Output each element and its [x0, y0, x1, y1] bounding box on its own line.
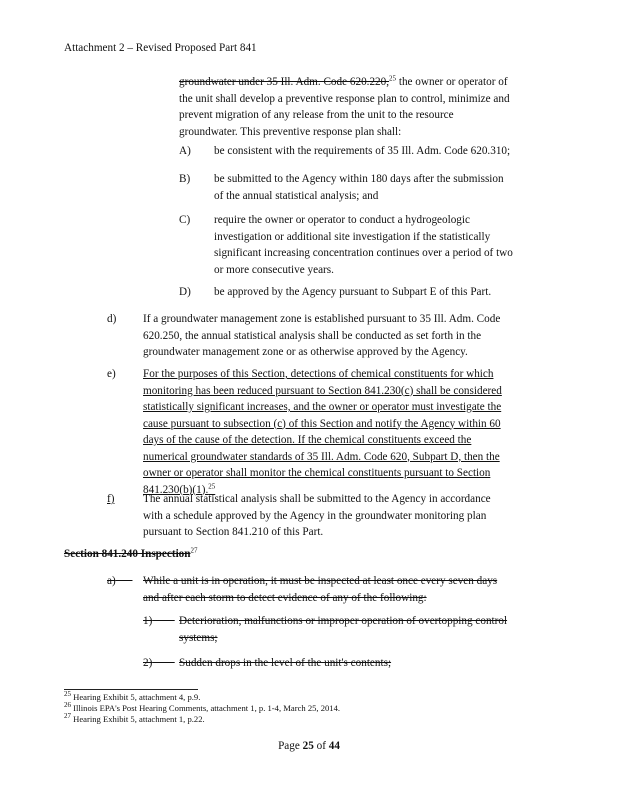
footnote-ref: 25 [208, 481, 216, 490]
footnote-ref: 25 [389, 74, 397, 83]
intro-paragraph [179, 74, 559, 140]
footnote-text: Illinois EPA's Post Hearing Comments, attachment 1, p. 1-4, March 25, 2014. [73, 702, 341, 713]
subitem-label-d: D) [179, 286, 191, 298]
section-sub-label-2 [143, 655, 179, 672]
subitem-line: be approved by the Agency pursuant to Subpart E of this Part. [214, 286, 492, 298]
subitem-line: of the annual statistical analysis; and [214, 189, 379, 202]
intro-line-1 [179, 74, 559, 91]
subitem-line: significant increasing concentration continues over a period of two [214, 247, 513, 259]
subitem-text-b [214, 171, 554, 204]
item-line: statistically significant increases, and the owner or operator must investigate the [143, 401, 502, 413]
item-line: groundwater management zone or as otherwise approved by the Agency. [143, 346, 468, 358]
subitem-line: be submitted to the Agency within 180 days after the submission [214, 173, 504, 185]
item-label-d: d) [107, 313, 117, 325]
item-line: 620.250, the annual statistical analysis shall be conducted as set forth in the [143, 329, 482, 342]
section-sub-label-1 [143, 613, 179, 630]
intro-line-2: the unit shall develop a preventive response plan to control, minimize and [179, 92, 510, 105]
section-item-label-a [107, 573, 139, 590]
item-line: Sudden drops in the level of the unit's contents; [179, 657, 392, 669]
subitem-text-d [214, 284, 554, 301]
footnote-text: Hearing Exhibit 5, attachment 1, p.22. [73, 713, 205, 724]
footnote-ref: 27 [190, 546, 198, 555]
section-item-text-a [143, 573, 563, 606]
footnote [64, 700, 564, 714]
item-line: For the purposes of this Section, detections of chemical constituents for which [143, 368, 494, 380]
subitem-text-a [214, 143, 554, 160]
item-line: pursuant to Section 841.210 of this Part. [143, 526, 324, 538]
subitem-line: investigation or additional site investigation if the statistically [214, 230, 491, 243]
item-line: days of the cause of the detection. If the chemical constituents exceed the [143, 434, 472, 446]
label-text: 2) [143, 657, 153, 669]
item-line: While a unit is in operation, it must be inspected at least once every seven days [143, 575, 498, 587]
page-of: of [313, 740, 329, 752]
page-footer [0, 738, 618, 755]
item-text-d [143, 311, 563, 361]
item-line: cause pursuant to subsection (c) of this Section and notify the Agency within 60 [143, 417, 501, 430]
intro-text: the owner or operator of [396, 76, 508, 88]
struck-text: groundwater under 35 Ill. Adm. Code 620.220, [179, 76, 390, 88]
item-line: Deterioration, malfunctions or improper operation of overtopping control [179, 615, 508, 627]
item-text-e [143, 366, 563, 498]
intro-line-3: prevent migration of any release from the unit to the resource [179, 109, 454, 121]
item-line: systems; [179, 631, 218, 644]
section-sub-text-1 [179, 613, 569, 646]
footnote [64, 692, 564, 703]
footnote-mark: 25 [64, 690, 71, 699]
subitem-line: be consistent with the requirements of 35 Ill. Adm. Code 620.310; [214, 145, 511, 157]
section-heading-text: Section 841.240 Inspection [64, 548, 191, 560]
footnote-text: Hearing Exhibit 5, attachment 4, p.9. [73, 692, 201, 702]
item-line: and after each storm to detect evidence of any of the following: [143, 591, 427, 604]
item-line: 841.230(b)(1). [143, 483, 209, 496]
subitem-label-c: C) [179, 214, 191, 226]
footnote-divider [64, 689, 198, 690]
intro-line-4: groundwater. This preventive response plan shall: [179, 125, 402, 138]
item-line: If a groundwater management zone is established pursuant to 35 Ill. Adm. Code [143, 313, 501, 325]
subitem-line: require the owner or operator to conduct a hydrogeologic [214, 214, 470, 226]
item-line: monitoring has been reduced pursuant to Section 841.230(c) shall be considered [143, 384, 502, 397]
page-total: 44 [328, 740, 340, 752]
subitem-line: or more consecutive years. [214, 263, 334, 276]
page-prefix: Page [278, 740, 303, 752]
item-line: owner or operator shall monitor the chemical constituents pursuant to Section [143, 467, 491, 479]
footnote-mark: 27 [64, 711, 71, 720]
footnotes [64, 692, 564, 724]
item-line: The annual statistical analysis shall be submitted to the Agency in accordance [143, 493, 491, 505]
label-text: a) [107, 575, 116, 587]
subitem-text-c [214, 212, 554, 278]
footnote [64, 711, 564, 725]
label-text: 1) [143, 615, 153, 627]
page-number: 25 [302, 740, 314, 752]
item-label-f: f) [107, 493, 115, 505]
subitem-label-a: A) [179, 145, 191, 157]
footnote-mark: 26 [64, 700, 71, 709]
item-text-f [143, 491, 563, 541]
section-sub-text-2 [179, 655, 569, 672]
item-line: with a schedule approved by the Agency in the groundwater monitoring plan [143, 509, 487, 522]
item-label-e: e) [107, 368, 116, 380]
item-line: numerical groundwater standards of 35 Ill. Adm. Code 620, Subpart D, then the [143, 450, 500, 463]
section-heading [64, 546, 198, 563]
page-header: Attachment 2 – Revised Proposed Part 841 [64, 42, 257, 54]
subitem-label-b: B) [179, 173, 191, 185]
